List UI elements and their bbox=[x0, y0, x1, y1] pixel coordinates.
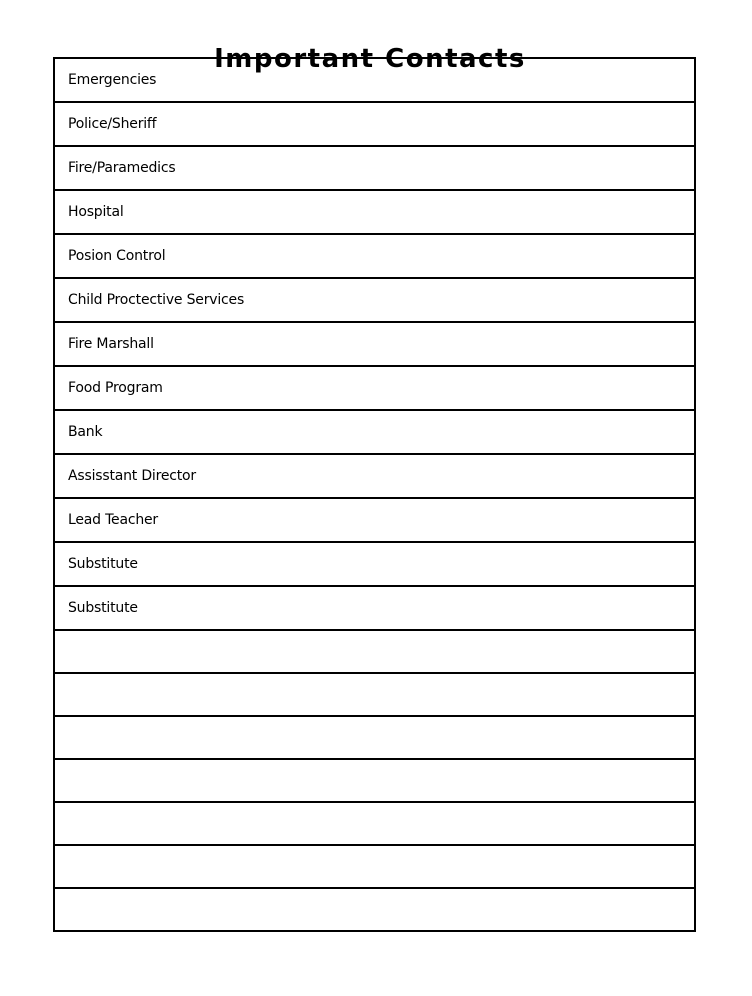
contacts-table bbox=[53, 57, 696, 932]
blank-cell bbox=[54, 630, 695, 673]
table-row bbox=[54, 190, 695, 234]
page-title: Important Contacts bbox=[214, 44, 526, 75]
contact-cell: Hospital bbox=[54, 190, 695, 234]
blank-cell bbox=[54, 673, 695, 716]
blank-cell bbox=[54, 802, 695, 845]
table-row bbox=[54, 542, 695, 586]
contact-cell: Lead Teacher bbox=[54, 498, 695, 542]
contact-cell: Posion Control bbox=[54, 234, 695, 278]
table-row bbox=[54, 58, 695, 102]
contact-cell: Child Proctective Services bbox=[54, 278, 695, 322]
table-row bbox=[54, 234, 695, 278]
contact-cell: Substitute bbox=[54, 586, 695, 630]
table-row bbox=[54, 716, 695, 759]
contact-cell: Substitute bbox=[54, 542, 695, 586]
table-row bbox=[54, 673, 695, 716]
table-row bbox=[54, 102, 695, 146]
table-row bbox=[54, 802, 695, 845]
table-row bbox=[54, 410, 695, 454]
table-row bbox=[54, 630, 695, 673]
table-row bbox=[54, 322, 695, 366]
table-row bbox=[54, 888, 695, 931]
table-row bbox=[54, 366, 695, 410]
blank-cell bbox=[54, 888, 695, 931]
table-row bbox=[54, 278, 695, 322]
contact-cell: Emergencies bbox=[54, 58, 695, 102]
contact-cell: Police/Sheriff bbox=[54, 102, 695, 146]
blank-cell bbox=[54, 845, 695, 888]
table-row bbox=[54, 845, 695, 888]
blank-cell bbox=[54, 716, 695, 759]
contact-cell: Fire Marshall bbox=[54, 322, 695, 366]
contact-cell: Food Program bbox=[54, 366, 695, 410]
contact-cell: Bank bbox=[54, 410, 695, 454]
contact-cell: Fire/Paramedics bbox=[54, 146, 695, 190]
table-row bbox=[54, 454, 695, 498]
table-row bbox=[54, 498, 695, 542]
table-row bbox=[54, 586, 695, 630]
table-row bbox=[54, 146, 695, 190]
table-row bbox=[54, 759, 695, 802]
contact-cell: Assisstant Director bbox=[54, 454, 695, 498]
blank-cell bbox=[54, 759, 695, 802]
